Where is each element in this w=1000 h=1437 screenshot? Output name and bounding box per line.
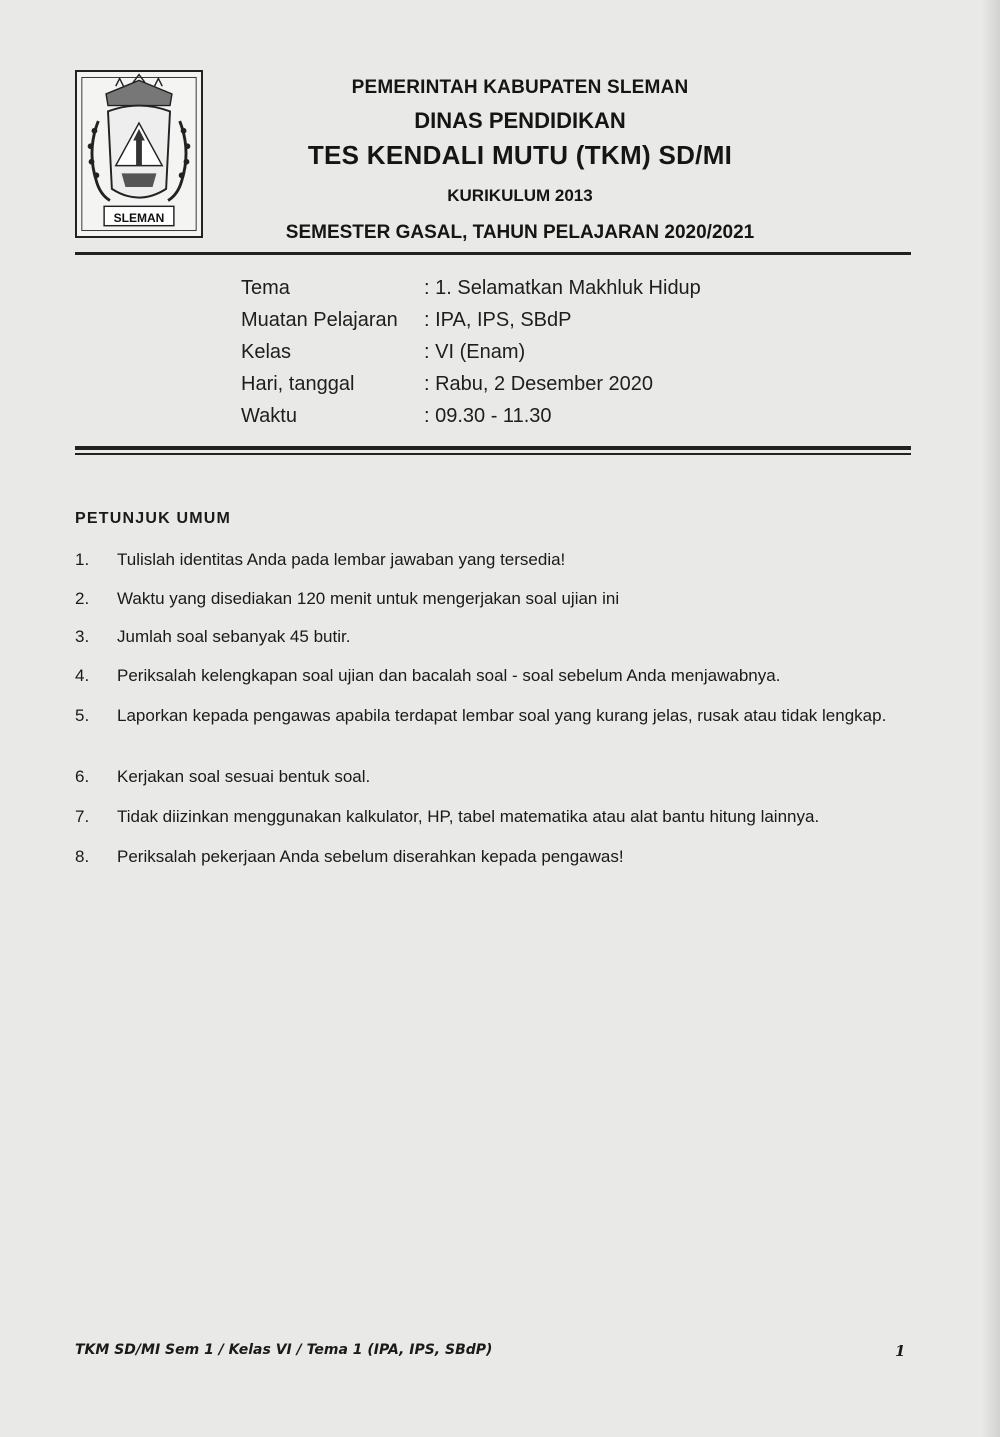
semester-label: SEMESTER GASAL, TAHUN PELAJARAN 2020/2021 <box>285 222 755 243</box>
item-number: 1. <box>75 550 90 569</box>
info-value: : 09.30 - 11.30 <box>424 405 552 427</box>
page-number: 1 <box>895 1342 906 1360</box>
item-number: 5. <box>75 706 90 725</box>
item-text: Tidak diizinkan menggunakan kalkulator, HP, tabel matematika atau alat bantu hitung lainnya. <box>117 807 820 826</box>
item-text: Periksalah pekerjaan Anda sebelum diserahkan kepada pengawas! <box>117 847 624 866</box>
instructions-title: PETUNJUK UMUM <box>75 510 232 527</box>
curriculum-label: KURIKULUM 2013 <box>447 186 593 205</box>
info-divider-thin <box>75 453 911 455</box>
item-text: Kerjakan soal sesuai bentuk soal. <box>117 767 371 786</box>
info-label: Kelas <box>241 341 292 363</box>
department-title: DINAS PENDIDIKAN <box>414 108 626 133</box>
footer-course-label: TKM SD/MI Sem 1 / Kelas VI / Tema 1 (IPA, IPS, SBdP) <box>75 1342 493 1358</box>
item-number: 3. <box>75 627 90 646</box>
info-value: : IPA, IPS, SBdP <box>424 309 572 331</box>
info-label: Muatan Pelajaran <box>241 309 398 331</box>
item-text: Jumlah soal sebanyak 45 butir. <box>117 627 351 646</box>
item-text: Tulislah identitas Anda pada lembar jawaban yang tersedia! <box>117 550 566 569</box>
info-label: Tema <box>241 277 290 299</box>
item-text: Periksalah kelengkapan soal ujian dan bacalah soal - soal sebelum Anda menjawabnya. <box>117 666 781 685</box>
info-label: Waktu <box>241 405 297 427</box>
item-number: 7. <box>75 807 90 826</box>
item-text: Waktu yang disediakan 120 menit untuk mengerjakan soal ujian ini <box>117 589 620 608</box>
sleman-logo <box>75 70 203 238</box>
info-label: Hari, tanggal <box>241 373 355 395</box>
item-number: 2. <box>75 589 90 608</box>
header-divider <box>75 252 911 255</box>
item-number: 4. <box>75 666 90 685</box>
info-value: : VI (Enam) <box>424 341 526 363</box>
logo-label: SLEMAN <box>113 211 165 225</box>
item-text: Laporkan kepada pengawas apabila terdapat lembar soal yang kurang jelas, rusak atau tidak lengkap. <box>117 706 887 725</box>
government-title: PEMERINTAH KABUPATEN SLEMAN <box>351 77 689 98</box>
info-value: : 1. Selamatkan Makhluk Hidup <box>424 277 701 299</box>
item-number: 8. <box>75 847 90 866</box>
info-divider-thick <box>75 446 911 450</box>
exam-title: TES KENDALI MUTU (TKM) SD/MI <box>307 140 733 170</box>
info-value: : Rabu, 2 Desember 2020 <box>424 373 654 395</box>
item-number: 6. <box>75 767 90 786</box>
